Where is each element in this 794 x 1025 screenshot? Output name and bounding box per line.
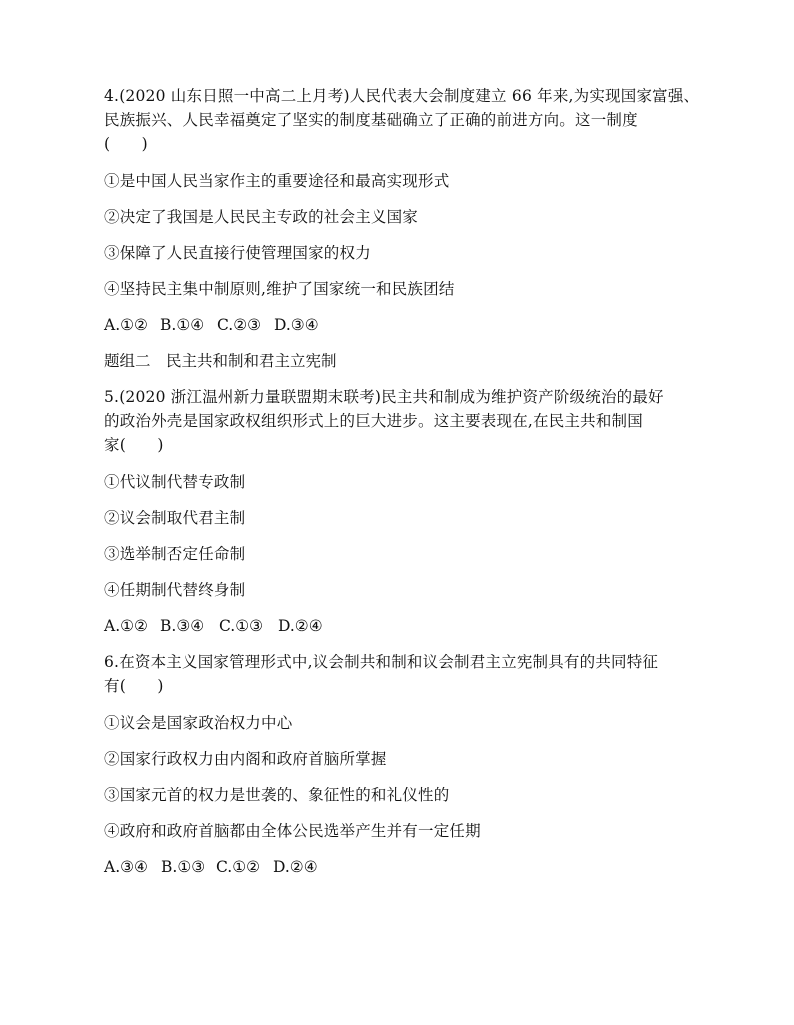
- choice-b: B.①③: [161, 858, 206, 876]
- choice-c: C.①②: [216, 858, 261, 876]
- choice-d: D.②④: [278, 617, 323, 635]
- question-5-stem-line: 5.(2020 浙江温州新力量联盟期末联考)民主共和制成为维护资产阶级统治的最好: [104, 388, 664, 406]
- question-4-stem-line: 民族振兴、人民幸福奠定了坚实的制度基础确立了正确的前进方向。这一制度: [104, 111, 638, 129]
- choice-d: D.③④: [274, 316, 319, 334]
- question-4-option-1: ①是中国人民当家作主的重要途径和最高实现形式: [104, 172, 450, 190]
- question-4-stem: [104, 84, 700, 156]
- choice-b: B.③④: [160, 617, 205, 635]
- question-5-option-1: ①代议制代替专政制: [104, 473, 246, 491]
- document-page: [104, 84, 700, 891]
- question-4-option-3: ③保障了人民直接行使管理国家的权力: [104, 244, 371, 262]
- choice-a: A.①②: [104, 316, 148, 334]
- question-4-stem-line: ( ): [104, 135, 148, 153]
- question-5-choices: [104, 614, 696, 638]
- choice-a: A.③④: [104, 858, 148, 876]
- question-6-stem-line: 有( ): [104, 677, 164, 695]
- question-5-stem: [104, 385, 696, 457]
- question-5-stem-line: 家( ): [104, 436, 164, 454]
- question-6-option-1: ①议会是国家政治权力中心: [104, 714, 293, 732]
- section-title: 题组二 民主共和制和君主立宪制: [104, 352, 337, 370]
- question-6-option-2: ②国家行政权力由内阁和政府首脑所掌握: [104, 750, 387, 768]
- question-5-stem-line: 的政治外壳是国家政权组织形式上的巨大进步。这主要表现在,在民主共和制国: [104, 412, 643, 430]
- choice-d: D.②④: [273, 858, 318, 876]
- question-6-stem: [104, 650, 696, 698]
- question-4-option-4: ④坚持民主集中制原则,维护了国家统一和民族团结: [104, 280, 455, 298]
- question-5-option-2: ②议会制取代君主制: [104, 509, 246, 527]
- question-5-option-3: ③选举制否定任命制: [104, 545, 246, 563]
- choice-c: C.①③: [219, 617, 264, 635]
- question-4-choices: [104, 313, 696, 337]
- question-4-option-2: ②决定了我国是人民民主专政的社会主义国家: [104, 208, 419, 226]
- choice-a: A.①②: [104, 617, 148, 635]
- question-4-stem-line: 4.(2020 山东日照一中高二上月考)人民代表大会制度建立 66 年来,为实现国家富强、: [104, 87, 700, 105]
- question-6-stem-line: 6.在资本主义国家管理形式中,议会制共和制和议会制君主立宪制具有的共同特征: [104, 653, 659, 671]
- question-6-choices: [104, 855, 696, 879]
- choice-b: B.①④: [160, 316, 205, 334]
- question-6-option-4: ④政府和政府首脑都由全体公民选举产生并有一定任期: [104, 822, 481, 840]
- question-6-option-3: ③国家元首的权力是世袭的、象征性的和礼仪性的: [104, 786, 450, 804]
- choice-c: C.②③: [217, 316, 262, 334]
- question-5-option-4: ④任期制代替终身制: [104, 581, 246, 599]
